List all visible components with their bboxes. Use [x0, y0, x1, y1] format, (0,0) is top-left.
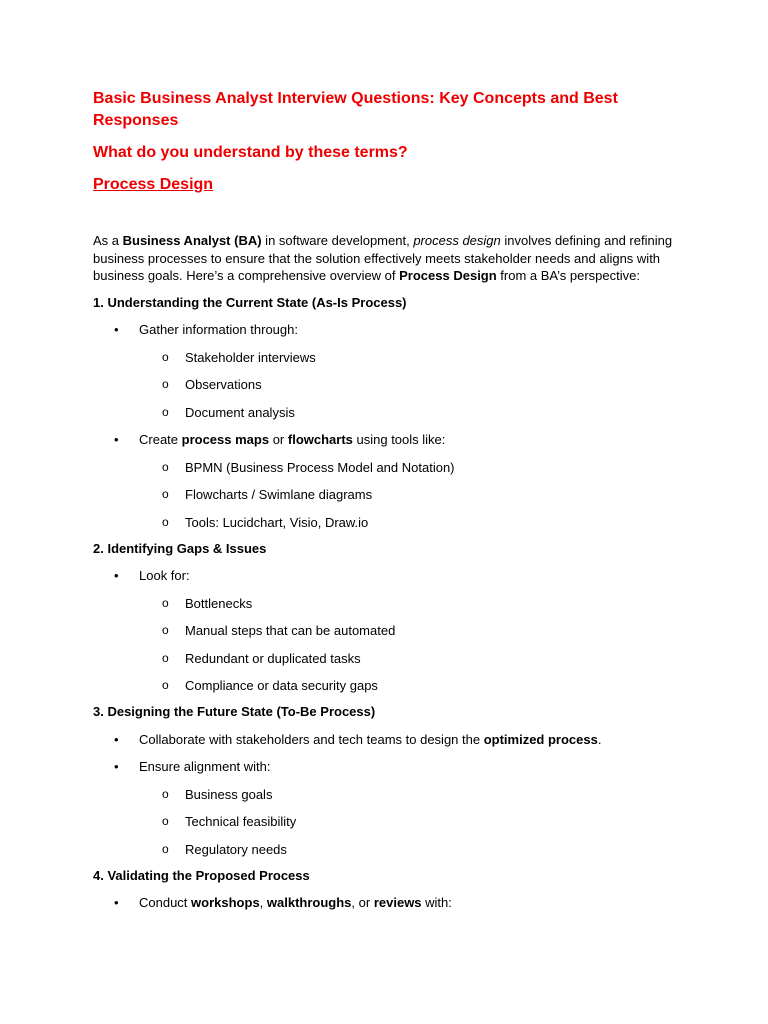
sub-bullet-marker: o — [162, 514, 169, 529]
sub-list-item-text: Flowcharts / Swimlane diagrams — [185, 487, 373, 502]
text-run: Create — [139, 432, 182, 447]
intro-bold-2: Process Design — [399, 268, 497, 283]
list-item — [93, 567, 683, 694]
bullet-marker: • — [114, 432, 119, 447]
intro-italic-1: process design — [413, 233, 501, 248]
list-item — [93, 321, 683, 421]
sub-list-item — [139, 813, 683, 830]
list-item — [93, 731, 683, 748]
bold-run: flowcharts — [287, 432, 353, 447]
document-page — [93, 88, 683, 911]
sub-list-item-text: Document analysis — [185, 404, 295, 420]
text-run: using tools like: — [352, 432, 446, 447]
sub-bullet-marker: o — [162, 459, 169, 474]
sub-list-item — [139, 514, 683, 531]
sub-list-item — [139, 595, 683, 612]
sub-list-item-text: Redundant or duplicated tasks — [185, 650, 361, 666]
text-run: with: — [421, 895, 452, 910]
document-title: Basic Business Analyst Interview Questions: Key Concepts and Best Responses — [93, 90, 618, 129]
sub-list-item-text: Stakeholder interviews — [185, 349, 316, 365]
section-question-heading: What do you understand by these terms? — [93, 144, 408, 161]
sub-bullet-marker: o — [162, 623, 169, 637]
sub-list-item — [139, 677, 683, 694]
sub-bullet-marker: o — [162, 595, 169, 610]
bullet-marker: • — [114, 731, 119, 747]
sub-list-item — [139, 404, 683, 421]
section-2-list — [93, 567, 683, 694]
list-item — [93, 431, 683, 531]
sub-bullet-marker: o — [162, 349, 169, 364]
sub-list-item — [139, 349, 683, 366]
sub-list-item — [139, 786, 683, 803]
section-4-heading: 4. Validating the Proposed Process — [93, 867, 310, 883]
list-item — [93, 894, 683, 911]
sub-list-item — [139, 841, 683, 858]
sub-bullet-marker: o — [162, 377, 169, 391]
sub-bullet-marker: o — [162, 404, 169, 419]
section-1-heading: 1. Understanding the Current State (As-Is Process) — [93, 294, 407, 310]
bullet-marker: • — [114, 895, 119, 910]
list-item-text — [139, 432, 445, 447]
section-2-heading: 2. Identifying Gaps & Issues — [93, 540, 267, 556]
bold-run: walkthroughs — [266, 895, 352, 910]
section-3-heading: 3. Designing the Future State (To-Be Process) — [93, 704, 376, 719]
sub-list-item — [139, 459, 683, 476]
text-run: , — [259, 895, 267, 910]
text-run: or — [269, 432, 288, 447]
intro-text-1: As a — [93, 233, 123, 248]
sub-list-item-text: BPMN (Business Process Model and Notation) — [185, 459, 455, 475]
sub-bullet-marker: o — [162, 650, 169, 665]
sub-list-item — [139, 376, 683, 393]
sub-list-item-text: Regulatory needs — [185, 841, 287, 857]
bullet-marker: • — [114, 759, 119, 774]
sub-list-item-text: Manual steps that can be automated — [185, 623, 396, 638]
intro-bold-1: Business Analyst (BA) — [122, 233, 262, 248]
bullet-marker: • — [114, 568, 119, 583]
bold-run: reviews — [373, 895, 422, 910]
text-run: , or — [351, 895, 374, 910]
sub-bullet-marker: o — [162, 841, 169, 856]
section-1-list — [93, 321, 683, 531]
sub-list-item — [139, 650, 683, 667]
sub-list — [139, 349, 683, 421]
bold-run: workshops — [191, 895, 260, 910]
list-item — [93, 758, 683, 858]
sub-list-item-text: Compliance or data security gaps — [185, 678, 378, 693]
bold-run: optimized process — [483, 731, 598, 747]
sub-list-item-text: Business goals — [185, 786, 273, 802]
list-item-text: Look for: — [139, 568, 190, 583]
text-run: . — [597, 731, 602, 747]
section-4-list — [93, 894, 683, 911]
intro-paragraph — [93, 232, 683, 285]
sub-bullet-marker: o — [162, 487, 169, 501]
text-run: Conduct — [139, 895, 192, 910]
sub-list — [139, 595, 683, 695]
intro-text-4: from a BA’s perspective: — [496, 268, 640, 283]
list-item-text — [139, 732, 601, 747]
sub-bullet-marker: o — [162, 786, 169, 801]
section-3-list — [93, 731, 683, 858]
sub-bullet-marker: o — [162, 678, 169, 692]
bold-run: process maps — [181, 432, 270, 447]
bullet-marker: • — [114, 322, 119, 337]
sub-list-item-text: Bottlenecks — [185, 595, 253, 611]
sub-list-item — [139, 622, 683, 639]
intro-text-3: involves defining and refining business processes to ensure that the solution effectively meets stakeholder needs and aligns with business goals. Here’s a comprehensive overview of — [93, 233, 673, 283]
sub-list — [139, 459, 683, 531]
sub-list — [139, 786, 683, 858]
topic-heading: Process Design — [93, 176, 214, 193]
text-run: Collaborate with stakeholders and tech teams to design the — [139, 731, 484, 747]
sub-list-item-text: Observations — [185, 377, 262, 392]
sub-list-item-text: Technical feasibility — [185, 814, 297, 829]
sub-list-item-text: Tools: Lucidchart, Visio, Draw.io — [185, 514, 369, 530]
sub-bullet-marker: o — [162, 814, 169, 828]
list-item-text: Ensure alignment with: — [139, 759, 271, 774]
sub-list-item — [139, 486, 683, 503]
list-item-text: Gather information through: — [139, 322, 298, 337]
intro-text-2: in software development, — [261, 233, 414, 248]
list-item-text — [139, 895, 452, 910]
